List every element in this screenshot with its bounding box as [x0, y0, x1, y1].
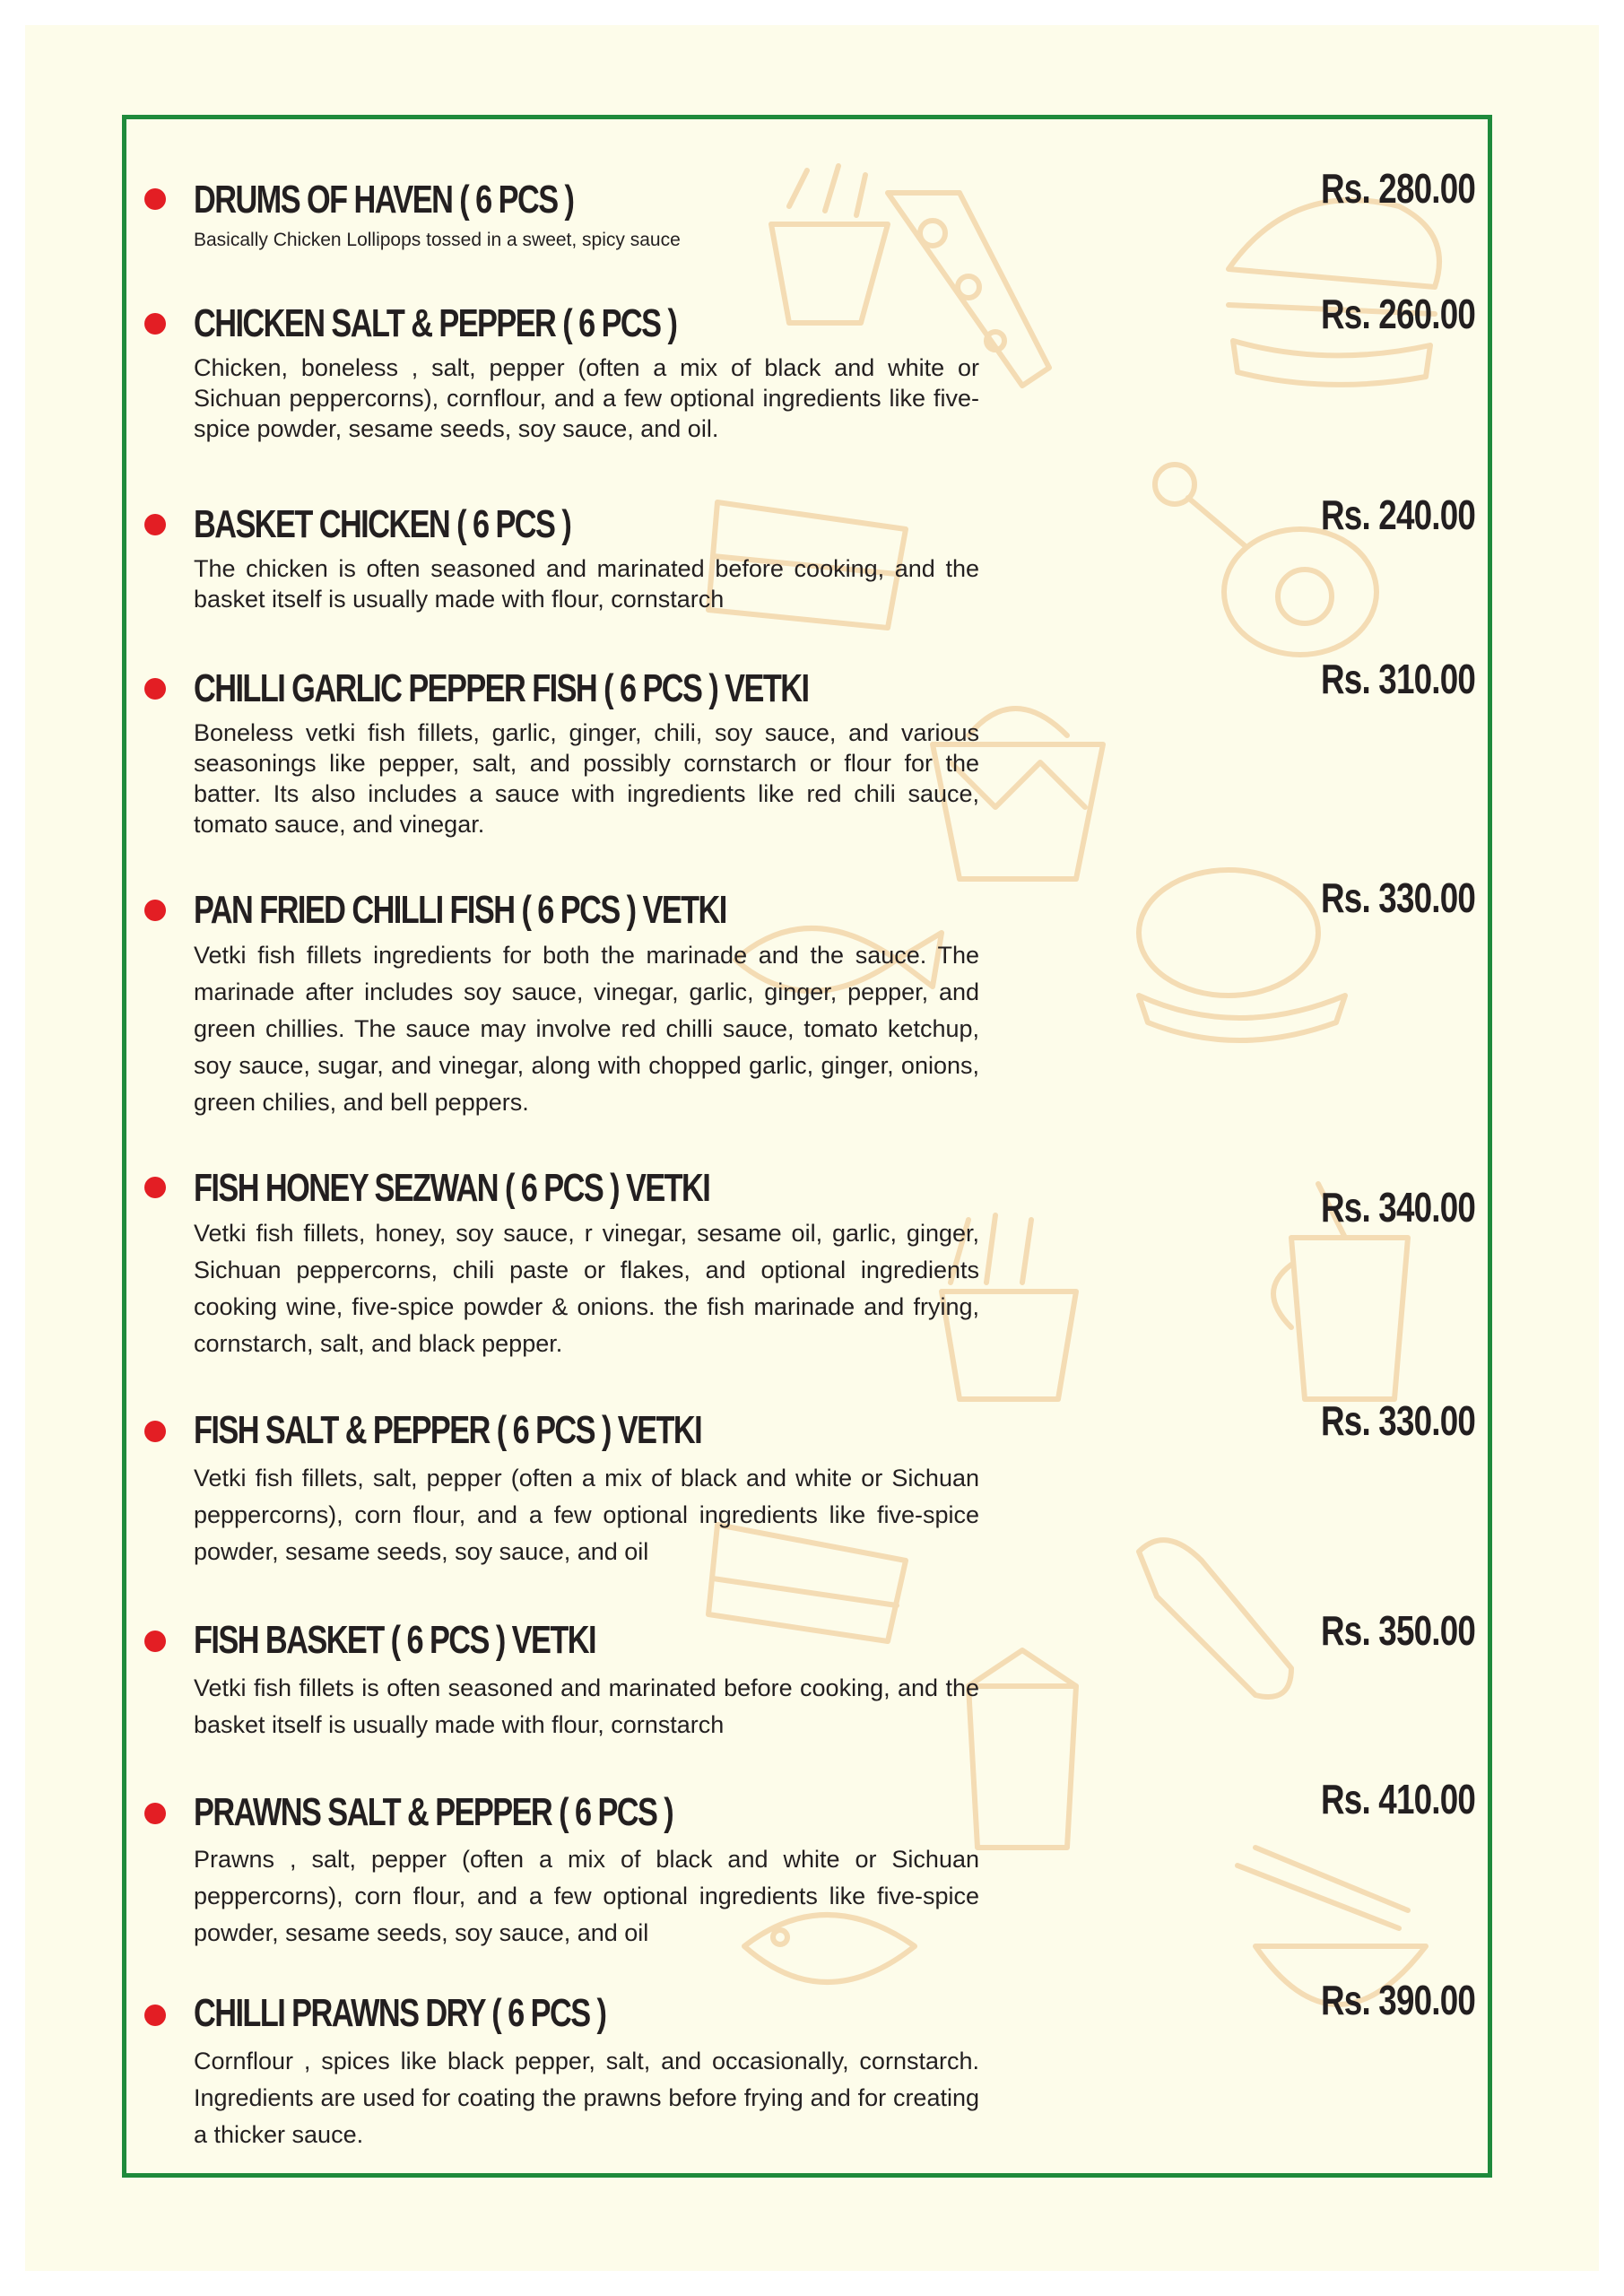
bullet-icon — [144, 900, 166, 921]
item-name: BASKET CHICKEN ( 6 PCS ) — [194, 502, 571, 546]
bullet-icon — [144, 188, 166, 210]
bullet-icon — [144, 2005, 166, 2026]
item-price: Rs. 310.00 — [1320, 656, 1475, 702]
item-description: Vetki fish fillets, salt, pepper (often a mix of black and white or Sichuan peppercorns), corn flour, and a few optional ingredients like five-spice powder, sesame seeds, soy sauce, and oil — [194, 1465, 979, 1565]
item-name: CHILLI PRAWNS DRY ( 6 PCS ) — [194, 1991, 606, 2035]
item-name: FISH HONEY SEZWAN ( 6 PCS ) VETKI — [194, 1166, 710, 1210]
item-price: Rs. 240.00 — [1320, 491, 1475, 538]
item-name: FISH BASKET ( 6 PCS ) VETKI — [194, 1618, 595, 1662]
item-description: Cornflour , spices like black pepper, salt, and occasionally, cornstarch. Ingredients are used for coating the prawns before frying and for creating a thicker sauce. — [194, 2048, 979, 2148]
item-description: Vetki fish fillets ingredients for both the marinade and the sauce. The marinade after includes soy sauce, vinegar, garlic, ginger, pepper, and green chillies. The sauce may involve red chilli sauce, tomato ketchup, soy sauce, sugar, and vinegar, along with chopped garlic, ginger, onions, green chilies, and bell peppers. — [194, 942, 979, 1116]
bullet-icon — [144, 678, 166, 700]
bullet-icon — [144, 1421, 166, 1442]
item-description: Boneless vetki fish fillets, garlic, ginger, chili, soy sauce, and various seasonings like pepper, salt, and possibly cornstarch or flour for the batter. Its also includes a sauce with ingredients like red chili sauce, tomato sauce, and vinegar. — [194, 719, 979, 838]
item-name: CHICKEN SALT & PEPPER ( 6 PCS ) — [194, 301, 677, 345]
item-price: Rs. 260.00 — [1320, 291, 1475, 337]
item-price: Rs. 340.00 — [1320, 1184, 1475, 1231]
bullet-icon — [144, 1631, 166, 1652]
item-price: Rs. 410.00 — [1320, 1776, 1475, 1822]
bullet-icon — [144, 1177, 166, 1198]
item-description: Prawns , salt, pepper (often a mix of black and white or Sichuan peppercorns), corn flour, and a few optional ingredients like five-spice powder, sesame seeds, soy sauce, and oil — [194, 1846, 979, 1946]
bullet-icon — [144, 313, 166, 335]
item-description: Basically Chicken Lollipops tossed in a sweet, spicy sauce — [194, 230, 681, 250]
bullet-icon — [144, 514, 166, 535]
item-description: Vetki fish fillets, honey, soy sauce, r vinegar, sesame oil, garlic, ginger, Sichuan peppercorns, chili paste or flakes, and optional ingredients cooking wine, five-spice powder & onions. the fish marinade and frying, cornstarch, salt, and black pepper. — [194, 1220, 979, 1357]
item-name: CHILLI GARLIC PEPPER FISH ( 6 PCS ) VETKI — [194, 666, 809, 710]
item-name: PAN FRIED CHILLI FISH ( 6 PCS ) VETKI — [194, 888, 726, 932]
item-price: Rs. 330.00 — [1320, 874, 1475, 921]
item-name: FISH SALT & PEPPER ( 6 PCS ) VETKI — [194, 1408, 702, 1452]
item-description: The chicken is often seasoned and marinated before cooking, and the basket itself is usually made with flour, cornstarch — [194, 555, 979, 613]
item-price: Rs. 330.00 — [1320, 1397, 1475, 1444]
item-name: PRAWNS SALT & PEPPER ( 6 PCS ) — [194, 1790, 673, 1834]
item-price: Rs. 280.00 — [1320, 165, 1475, 212]
item-price: Rs. 350.00 — [1320, 1607, 1475, 1654]
item-name: DRUMS OF HAVEN ( 6 PCS ) — [194, 178, 574, 222]
item-description: Vetki fish fillets is often seasoned and marinated before cooking, and the basket itself is usually made with flour, cornstarch — [194, 1674, 979, 1738]
item-description: Chicken, boneless , salt, pepper (often a mix of black and white or Sichuan peppercorns), cornflour, and a few optional ingredients like five-spice powder, sesame seeds, soy sauce, and oil. — [194, 354, 979, 442]
item-price: Rs. 390.00 — [1320, 1977, 1475, 2023]
bullet-icon — [144, 1803, 166, 1824]
